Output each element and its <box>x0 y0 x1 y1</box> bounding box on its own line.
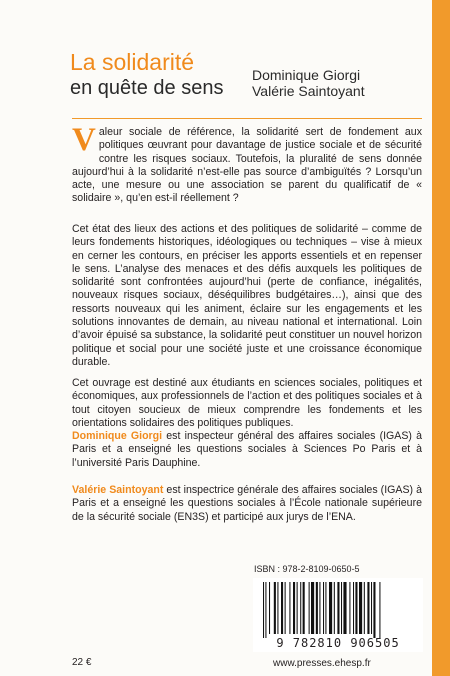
accent-bar <box>432 0 450 676</box>
intro-paragraph <box>72 122 422 206</box>
author-1: Dominique Giorgi <box>252 67 361 83</box>
author-bio-1 <box>72 430 422 470</box>
authors <box>252 67 422 99</box>
summary-paragraph: Cet état des lieux des actions et des politiques de solidarité – comme de leurs fondements historiques, idéologiques ou techniques – vise à mieux en cerner les contours, en préciser les apports essentiels et en repenser le sens. L’analyse des menaces et des défis auxquels les politiques de solidarité sont confrontées aujourd’hui (perte de confiance, inégalités, nouveaux risques sociaux, déséquilibres budgétaires…), ainsi que des ressorts nouveaux qui les animent, éclaire sur les engagements et les solutions innovantes de demain, au niveau national et international. Loin d’avoir épuisé sa substance, la solidarité peut constituer un nouvel horizon politique et social pour une société juste et une croissance économique durable. <box>72 223 422 368</box>
title-line-2: en quête de sens <box>70 77 224 99</box>
bio-author-name-2: Valérie Saintoyant <box>72 484 164 496</box>
barcode-icon <box>263 582 413 638</box>
barcode-number: 9 782810 906505 <box>276 636 400 650</box>
bio-text-2: est inspectrice générale des affaires sociales (IGAS) à Paris et a enseigné les questions sociales à l’École nationale supérieure de la sécurité sociale (EN3S) et participé aux jurys de l’ENA. <box>72 484 422 523</box>
title-divider <box>72 118 422 119</box>
drop-cap: V <box>72 122 96 158</box>
barcode-box <box>253 578 423 652</box>
title-line-1: La solidarité <box>70 49 195 75</box>
book-title <box>70 50 250 100</box>
bio-text-1: est inspecteur général des affaires sociales (IGAS) à Paris et a enseigné les questions sociales à Sciences Po Paris et à l’université Paris Dauphine. <box>72 430 423 469</box>
author-bio-2 <box>72 484 422 524</box>
intro-text: aleur sociale de référence, la solidarité sert de fondement aux politiques œuvrant pour davantage de justice sociale et de sécurité contre les risques sociaux. Toutefois, la pluralité de sens donnée aujourd’hui à la solidarité n’est-elle pas source d’ambiguïtés ? Lorsqu’un acte, une mesure ou une association se parent du qualificatif de « solidaire », qu’en est-il réellement ? <box>72 126 422 205</box>
publisher-url: www.presses.ehesp.fr <box>273 658 371 669</box>
author-2: Valérie Saintoyant <box>252 83 365 99</box>
price: 22 € <box>72 657 92 668</box>
bio-author-name-1: Dominique Giorgi <box>72 430 163 442</box>
audience-paragraph: Cet ouvrage est destiné aux étudiants en sciences sociales, politiques et économiques, aux professionnels de l’action et des politiques sociales et à tout citoyen soucieux de mieux comprendre les fondements et les orientations solidaires des politiques publiques. <box>72 377 422 429</box>
isbn-label: ISBN : 978-2-8109-0650-5 <box>254 564 360 574</box>
